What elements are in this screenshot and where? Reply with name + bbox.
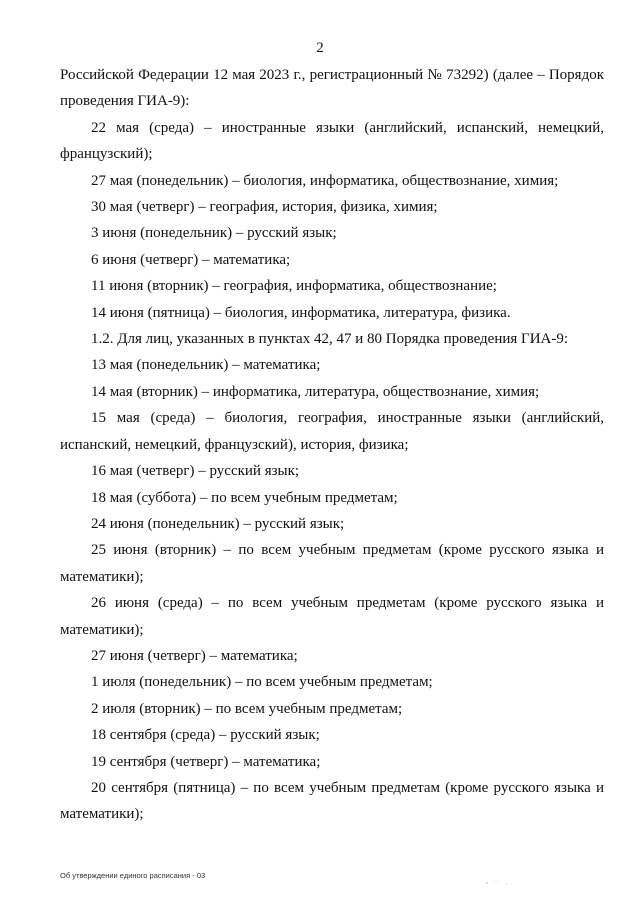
- schedule-item: 25 июня (вторник) – по всем учебным предметам (кроме русского языка и математики);: [60, 542, 604, 585]
- schedule-item: 18 сентября (среда) – русский язык;: [91, 727, 320, 744]
- paragraph-intro: Российской Федерации 12 мая 2023 г., регистрационный № 73292) (далее – Порядок проведения ГИА-9):: [60, 67, 604, 110]
- schedule-item: 13 мая (понедельник) – математика;: [91, 357, 321, 374]
- schedule-item: 26 июня (среда) – по всем учебным предметам (кроме русского языка и математики);: [60, 595, 604, 638]
- section-heading: 1.2. Для лиц, указанных в пунктах 42, 47 и 80 Порядка проведения ГИА-9:: [91, 331, 569, 348]
- schedule-item: 22 мая (среда) – иностранные языки (английский, испанский, немецкий, французский);: [60, 119, 604, 163]
- document-body: [60, 62, 604, 828]
- schedule-item: 30 мая (четверг) – география, история, физика, химия;: [91, 199, 438, 216]
- schedule-item: 15 мая (среда) – биология, география, иностранные языки (английский, испанский, немецкий, французский), история, физика;: [60, 410, 604, 453]
- schedule-item: 27 июня (четверг) – математика;: [91, 647, 298, 664]
- document-footer: Об утверждении единого расписания - 03: [60, 871, 206, 880]
- schedule-item: 20 сентября (пятница) – по всем учебным предметам (кроме русского языка и математики);: [60, 779, 604, 823]
- schedule-item: 18 мая (суббота) – по всем учебным предметам;: [91, 489, 398, 506]
- schedule-item: 1 июля (понедельник) – по всем учебным предметам;: [91, 674, 433, 691]
- schedule-item: 11 июня (вторник) – география, информатика, обществознание;: [91, 278, 497, 295]
- scan-specks: [484, 880, 514, 886]
- page-number: 2: [316, 40, 324, 56]
- schedule-item: 6 июня (четверг) – математика;: [91, 251, 291, 268]
- schedule-item: 14 мая (вторник) – информатика, литература, обществознание, химия;: [91, 383, 540, 400]
- schedule-item: 27 мая (понедельник) – биология, информатика, обществознание, химия;: [91, 172, 559, 189]
- schedule-item: 16 мая (четверг) – русский язык;: [91, 463, 300, 480]
- schedule-item: 3 июня (понедельник) – русский язык;: [91, 225, 337, 242]
- schedule-item: 14 июня (пятница) – биология, информатика, литература, физика.: [91, 304, 511, 321]
- schedule-item: 24 июня (понедельник) – русский язык;: [91, 515, 345, 532]
- schedule-item: 2 июля (вторник) – по всем учебным предметам;: [91, 700, 403, 717]
- schedule-item: 19 сентября (четверг) – математика;: [91, 753, 321, 770]
